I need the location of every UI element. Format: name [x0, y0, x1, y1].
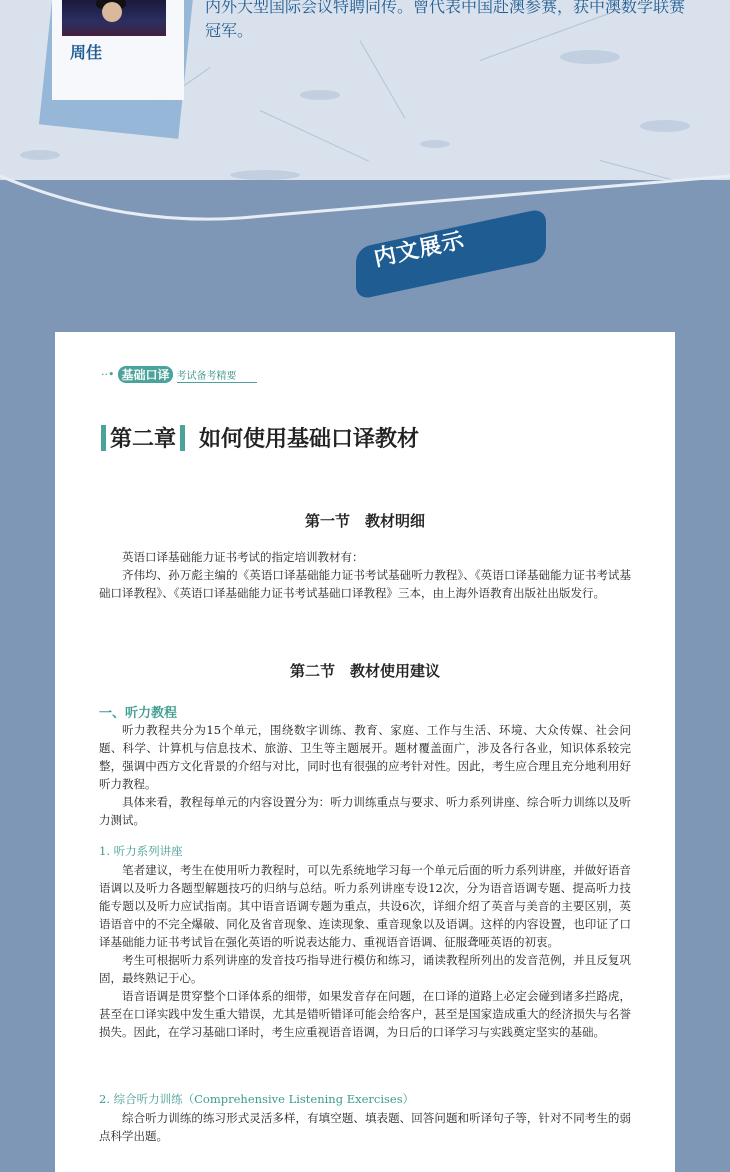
paragraph: 考生可根据听力系列讲座的发音技巧指导进行模仿和练习，诵读教程所列出的发音范例，并且反复巩固，最终熟记于心。 [99, 953, 631, 985]
paragraph: 语音语调是贯穿整个口译体系的细带，如果发音存在问题，在口译的道路上必定会碰到诸多拦路虎，甚至在口译实践中发生重大错误，尤其是错听错译可能会给客户，甚至是国家造成重大的经济损失与名誉损失。因此，在学习基础口译时，考生应重视语音语调，为日后的口译学习与实践奠定坚实的基础。 [99, 989, 631, 1039]
page-header [101, 366, 257, 383]
section-banner-title: 内文展示 [371, 227, 467, 271]
book-logo: 基础口译 [118, 366, 172, 383]
heading-listening: 一、听力教程 [99, 705, 178, 720]
book-page [55, 332, 675, 1172]
intro-text: 内外大型国际会议特聘同传。曾代表中国赴澳参赛，获中澳数学联赛冠军。 [205, 0, 686, 40]
part2-body [99, 861, 631, 1041]
part1-body [99, 721, 631, 829]
paragraph: 听力教程共分为15个单元，围绕数字训练、教育、家庭、工作与生活、环境、大众传媒、社会问题、科学、计算机与信息技术、旅游、卫生等主题展开。题材覆盖面广，涉及各行各业，知识体系较完整，强调中西方文化背景的介绍与对比，同时也有很强的应考针对性。因此，考生应合理且充分地利用好听力教程。 [99, 723, 631, 791]
section-banner [356, 228, 546, 288]
person-name: 周佳 [70, 45, 103, 62]
section1-title: 第一节 教材明细 [304, 512, 425, 530]
author-photo [62, 0, 166, 36]
paragraph: 笔者建议，考生在使用听力教程时，可以先系统地学习每一个单元后面的听力系列讲座，并做好语音语调以及听力各题型解题技巧的归纳与总结。听力系列讲座专设12次，分为语音语调专题、提高听力技能专题以及听力应试指南。其中语音语调专题为重点，共设6次，详细介绍了英音与美音的主要区别，英语语音中的不完全爆破、同化及省音现象、连读现象、重音现象以及语调。这样的内容设置，也印证了口译基础能力证书考试旨在强化英语的听说表达能力、重视语音语调、征服聋哑英语的初衷。 [99, 863, 631, 949]
paragraph: 英语口译基础能力证书考试的指定培训教材有： [122, 550, 364, 564]
chapter-number: 第二章 [110, 426, 177, 452]
chapter-name: 如何使用基础口译教材 [199, 426, 420, 452]
subheading-lecture: 1. 听力系列讲座 [99, 844, 183, 858]
section2-title: 第二节 教材使用建议 [289, 662, 440, 680]
paragraph: 综合听力训练的练习形式灵活多样，有填空题、填表题、回答问题和听译句子等，针对不同考生的弱点科学出题。 [99, 1111, 631, 1143]
paragraph: 齐伟均、孙万彪主编的《英语口译基础能力证书考试基础听力教程》、《英语口译基础能力证书考试基础口译教程》、《英语口译基础能力证书考试基础口译教程》三本，由上海外语教育出版社出版发行。 [99, 568, 631, 600]
chapter-title [101, 422, 419, 453]
section1-body [99, 548, 631, 602]
part3-body [99, 1109, 631, 1145]
arrow-icon: ··• [101, 368, 115, 381]
paragraph: 具体来看，教程每单元的内容设置分为：听力训练重点与要求、听力系列讲座、综合听力训练以及听力测试。 [99, 795, 631, 827]
book-subtitle: 考试备考精要 [177, 367, 257, 383]
subheading-comprehensive: 2. 综合听力训练（Comprehensive Listening Exercises） [99, 1092, 415, 1106]
